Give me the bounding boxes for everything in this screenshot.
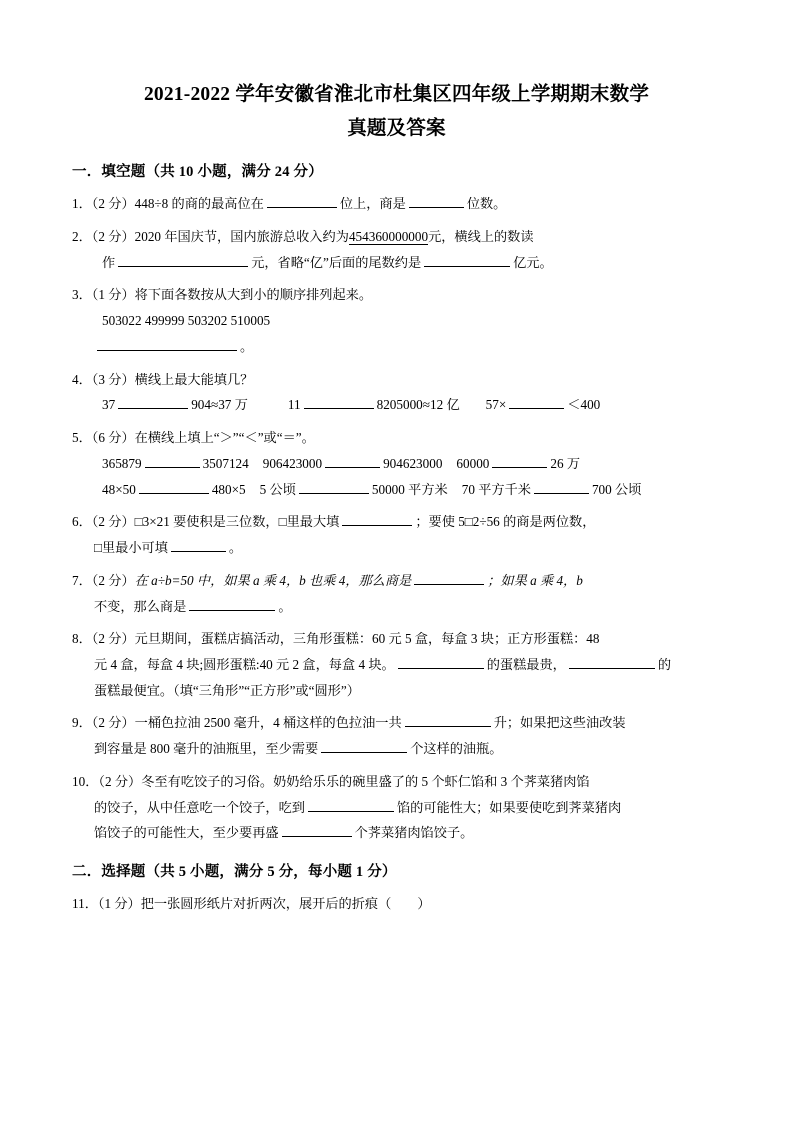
q8-text-1: 元旦期间，蛋糕店搞活动，三角形蛋糕：60 元 5 盒，每盒 3 块；正方形蛋糕：48	[134, 631, 600, 647]
q4-b2: 8205000≈12 亿	[376, 397, 460, 413]
q8-blank-1[interactable]	[398, 655, 484, 669]
q7-text-3: 不变，那么商是	[94, 598, 187, 614]
q5-line-2	[98, 477, 721, 503]
q11-mark: （1 分）	[97, 896, 141, 912]
q6-text-3: □里最小可填	[94, 540, 168, 556]
q5-blank-2[interactable]	[325, 454, 380, 468]
q5-r1e: 60000	[456, 455, 490, 471]
q6-text-4: 。	[228, 540, 243, 556]
question-5	[72, 425, 721, 502]
q7-line-2	[94, 594, 721, 620]
question-10	[72, 769, 721, 846]
q6-blank-2[interactable]	[171, 538, 226, 552]
q2-text-2: 元，横线上的数读	[428, 228, 534, 244]
q3-text-1: 将下面各数按从大到小的顺序排列起来。	[134, 287, 373, 303]
q3-answer-line	[98, 334, 721, 360]
q7-number: 7．	[72, 572, 92, 588]
q5-r1d: 904623000	[383, 455, 443, 471]
q1-blank-2[interactable]	[409, 194, 464, 208]
question-3	[72, 282, 721, 359]
q10-blank-2[interactable]	[282, 823, 352, 837]
q10-text-1: 冬至有吃饺子的习俗。奶奶给乐乐的碗里盛了的 5 个虾仁馅和 3 个荠菜猪肉馅	[141, 773, 590, 789]
q5-r1f: 26 万	[550, 455, 581, 471]
q4-text-1: 横线上最大能填几？	[134, 371, 254, 387]
section-heading-fill-in-blank: 一．填空题（共 10 小题，满分 24 分）	[72, 164, 323, 181]
q9-text-2: 升；如果把这些油改装	[493, 715, 626, 731]
q9-blank-2[interactable]	[321, 739, 407, 753]
question-8	[72, 626, 721, 703]
q5-r2b: 480×5	[211, 481, 246, 497]
q10-blank-1[interactable]	[308, 797, 394, 811]
q8-text-2: 元 4 盒，每盒 4 块;圆形蛋糕:40 元 2 盒，每盒 4 块。	[94, 657, 395, 672]
q8-text-4: 的	[657, 657, 672, 672]
q5-r2f: 700 公顷	[591, 481, 642, 497]
page-title	[72, 78, 721, 146]
q6-line-2	[94, 535, 721, 561]
q7-text-2: ；如果 a 乘 4，b	[487, 572, 583, 588]
q10-text-4: 馅饺子的可能性大，至少要再盛	[94, 825, 279, 841]
q7-mark: （2 分）	[91, 572, 135, 588]
q10-text-5: 个荠菜猪肉馅饺子。	[354, 825, 474, 841]
q8-blank-2[interactable]	[569, 655, 655, 669]
q6-text-1: □3×21 要使积是三位数，□里最大填	[134, 514, 340, 530]
q5-number: 5．	[72, 430, 92, 446]
q7-text-4: 。	[278, 598, 292, 614]
q5-blank-5[interactable]	[299, 479, 369, 493]
q10-number: 10．	[72, 773, 99, 789]
q2-text-3: 作	[102, 254, 116, 270]
q5-r2a: 48×50	[102, 481, 136, 497]
q6-blank-1[interactable]	[342, 512, 412, 526]
q8-mark: （2 分）	[91, 631, 135, 647]
q9-blank-1[interactable]	[405, 713, 491, 727]
q4-blank-3[interactable]	[509, 395, 564, 409]
q2-mark: （2 分）	[91, 228, 135, 244]
q9-text-4: 个这样的油瓶。	[410, 741, 503, 757]
q2-text-1: 2020 年国庆节，国内旅游总收入约为	[134, 228, 349, 244]
q10-text-2: 的饺子，从中任意吃一个饺子，吃到	[94, 799, 305, 815]
question-7	[72, 568, 721, 619]
q4-c1: 57×	[485, 397, 507, 413]
q4-a2: 904≈37 万	[191, 397, 248, 413]
q1-number: 1．	[72, 196, 92, 212]
q5-r1c: 906423000	[262, 455, 323, 471]
q4-blank-1[interactable]	[118, 395, 188, 409]
q2-blank-2[interactable]	[424, 253, 510, 267]
q5-r2c: 5 公顷	[259, 481, 296, 497]
q4-blank-2[interactable]	[304, 395, 374, 409]
q10-line-3	[94, 820, 721, 846]
q1-text-1: 448÷8 的商的最高位在	[134, 196, 264, 212]
q7-blank-1[interactable]	[414, 571, 484, 585]
q10-text-3: 馅的可能性大；如果要使吃到荠菜猪肉	[397, 799, 622, 815]
q4-c2: ＜400	[567, 397, 601, 413]
q8-line-2	[94, 652, 721, 678]
q3-number: 3．	[72, 287, 92, 303]
q7-text-1: 在 a÷b=50 中，如果 a 乘 4，b 也乘 4，那么商是	[134, 572, 412, 588]
q1-text-2: 位上，商是	[339, 196, 406, 212]
q9-number: 9．	[72, 715, 92, 731]
q9-text-3: 到容量是 800 毫升的油瓶里，至少需要	[94, 741, 319, 757]
question-4	[72, 367, 721, 418]
q5-text-1: 在横线上填上“＞”“＜”或“＝”。	[134, 430, 315, 446]
q7-blank-2[interactable]	[189, 596, 275, 610]
q5-blank-3[interactable]	[492, 454, 547, 468]
q8-number: 8．	[72, 631, 92, 647]
q5-r1b: 3507124	[202, 455, 249, 471]
q6-number: 6．	[72, 514, 92, 530]
q1-blank-1[interactable]	[267, 194, 337, 208]
q5-r2e: 70 平方千米	[461, 481, 531, 497]
q3-blank-1[interactable]	[97, 337, 237, 351]
q9-text-1: 一桶色拉油 2500 毫升，4 桶这样的色拉油一共	[134, 715, 402, 731]
q1-mark: （2 分）	[91, 196, 135, 212]
q4-mark: （3 分）	[91, 371, 135, 387]
q2-line-2	[98, 250, 721, 276]
question-1	[72, 191, 721, 217]
q1-text-3: 位数。	[466, 196, 507, 212]
q4-line-2	[98, 392, 721, 418]
q11-text-2: ）	[417, 896, 431, 912]
q3-tail: 。	[240, 338, 254, 354]
q11-text-1: 把一张圆形纸片对折两次，展开后的折痕（	[140, 896, 392, 912]
question-9	[72, 710, 721, 761]
title-line-1: 2021-2022 学年安徽省淮北市杜集区四年级上学期期末数学	[143, 84, 650, 105]
q8-text-3: 的蛋糕最贵，	[486, 657, 566, 672]
q10-line-2	[94, 795, 721, 821]
q5-blank-1[interactable]	[145, 454, 200, 468]
q3-mark: （1 分）	[91, 287, 135, 303]
q4-a1: 37	[102, 397, 116, 413]
q2-text-4: 元，省略“亿”后面的尾数约是	[251, 254, 422, 270]
q5-blank-4[interactable]	[139, 479, 209, 493]
question-11	[72, 891, 721, 917]
q4-b1: 11	[287, 397, 301, 413]
q8-line-3: 蛋糕最便宜。（填“三角形”“正方形”或“圆形”）	[94, 682, 360, 698]
q9-line-2	[94, 736, 721, 762]
title-line-2: 真题及答案	[347, 118, 446, 140]
q5-line-1	[98, 451, 721, 477]
q5-mark: （6 分）	[91, 430, 135, 446]
q2-underlined-number: 454360000000	[348, 228, 429, 244]
q9-mark: （2 分）	[91, 715, 135, 731]
q5-r2d: 50000 平方米	[371, 481, 448, 497]
q5-blank-6[interactable]	[534, 479, 589, 493]
section-heading-multiple-choice: 二．选择题（共 5 小题，满分 5 分，每小题 1 分）	[72, 864, 397, 881]
q6-mark: （2 分）	[91, 514, 135, 530]
q6-text-2: ；要使 5□2÷56 的商是两位数，	[415, 514, 596, 530]
q10-mark: （2 分）	[98, 773, 142, 789]
question-2	[72, 224, 721, 275]
q2-text-5: 亿元。	[513, 254, 553, 270]
question-6	[72, 509, 721, 560]
q5-r1a: 365879	[102, 455, 142, 471]
q11-number: 11．	[72, 896, 98, 912]
q2-number: 2．	[72, 228, 92, 244]
q4-number: 4．	[72, 371, 92, 387]
q2-blank-1[interactable]	[118, 253, 248, 267]
q3-numbers: 503022 499999 503202 510005	[102, 313, 271, 329]
